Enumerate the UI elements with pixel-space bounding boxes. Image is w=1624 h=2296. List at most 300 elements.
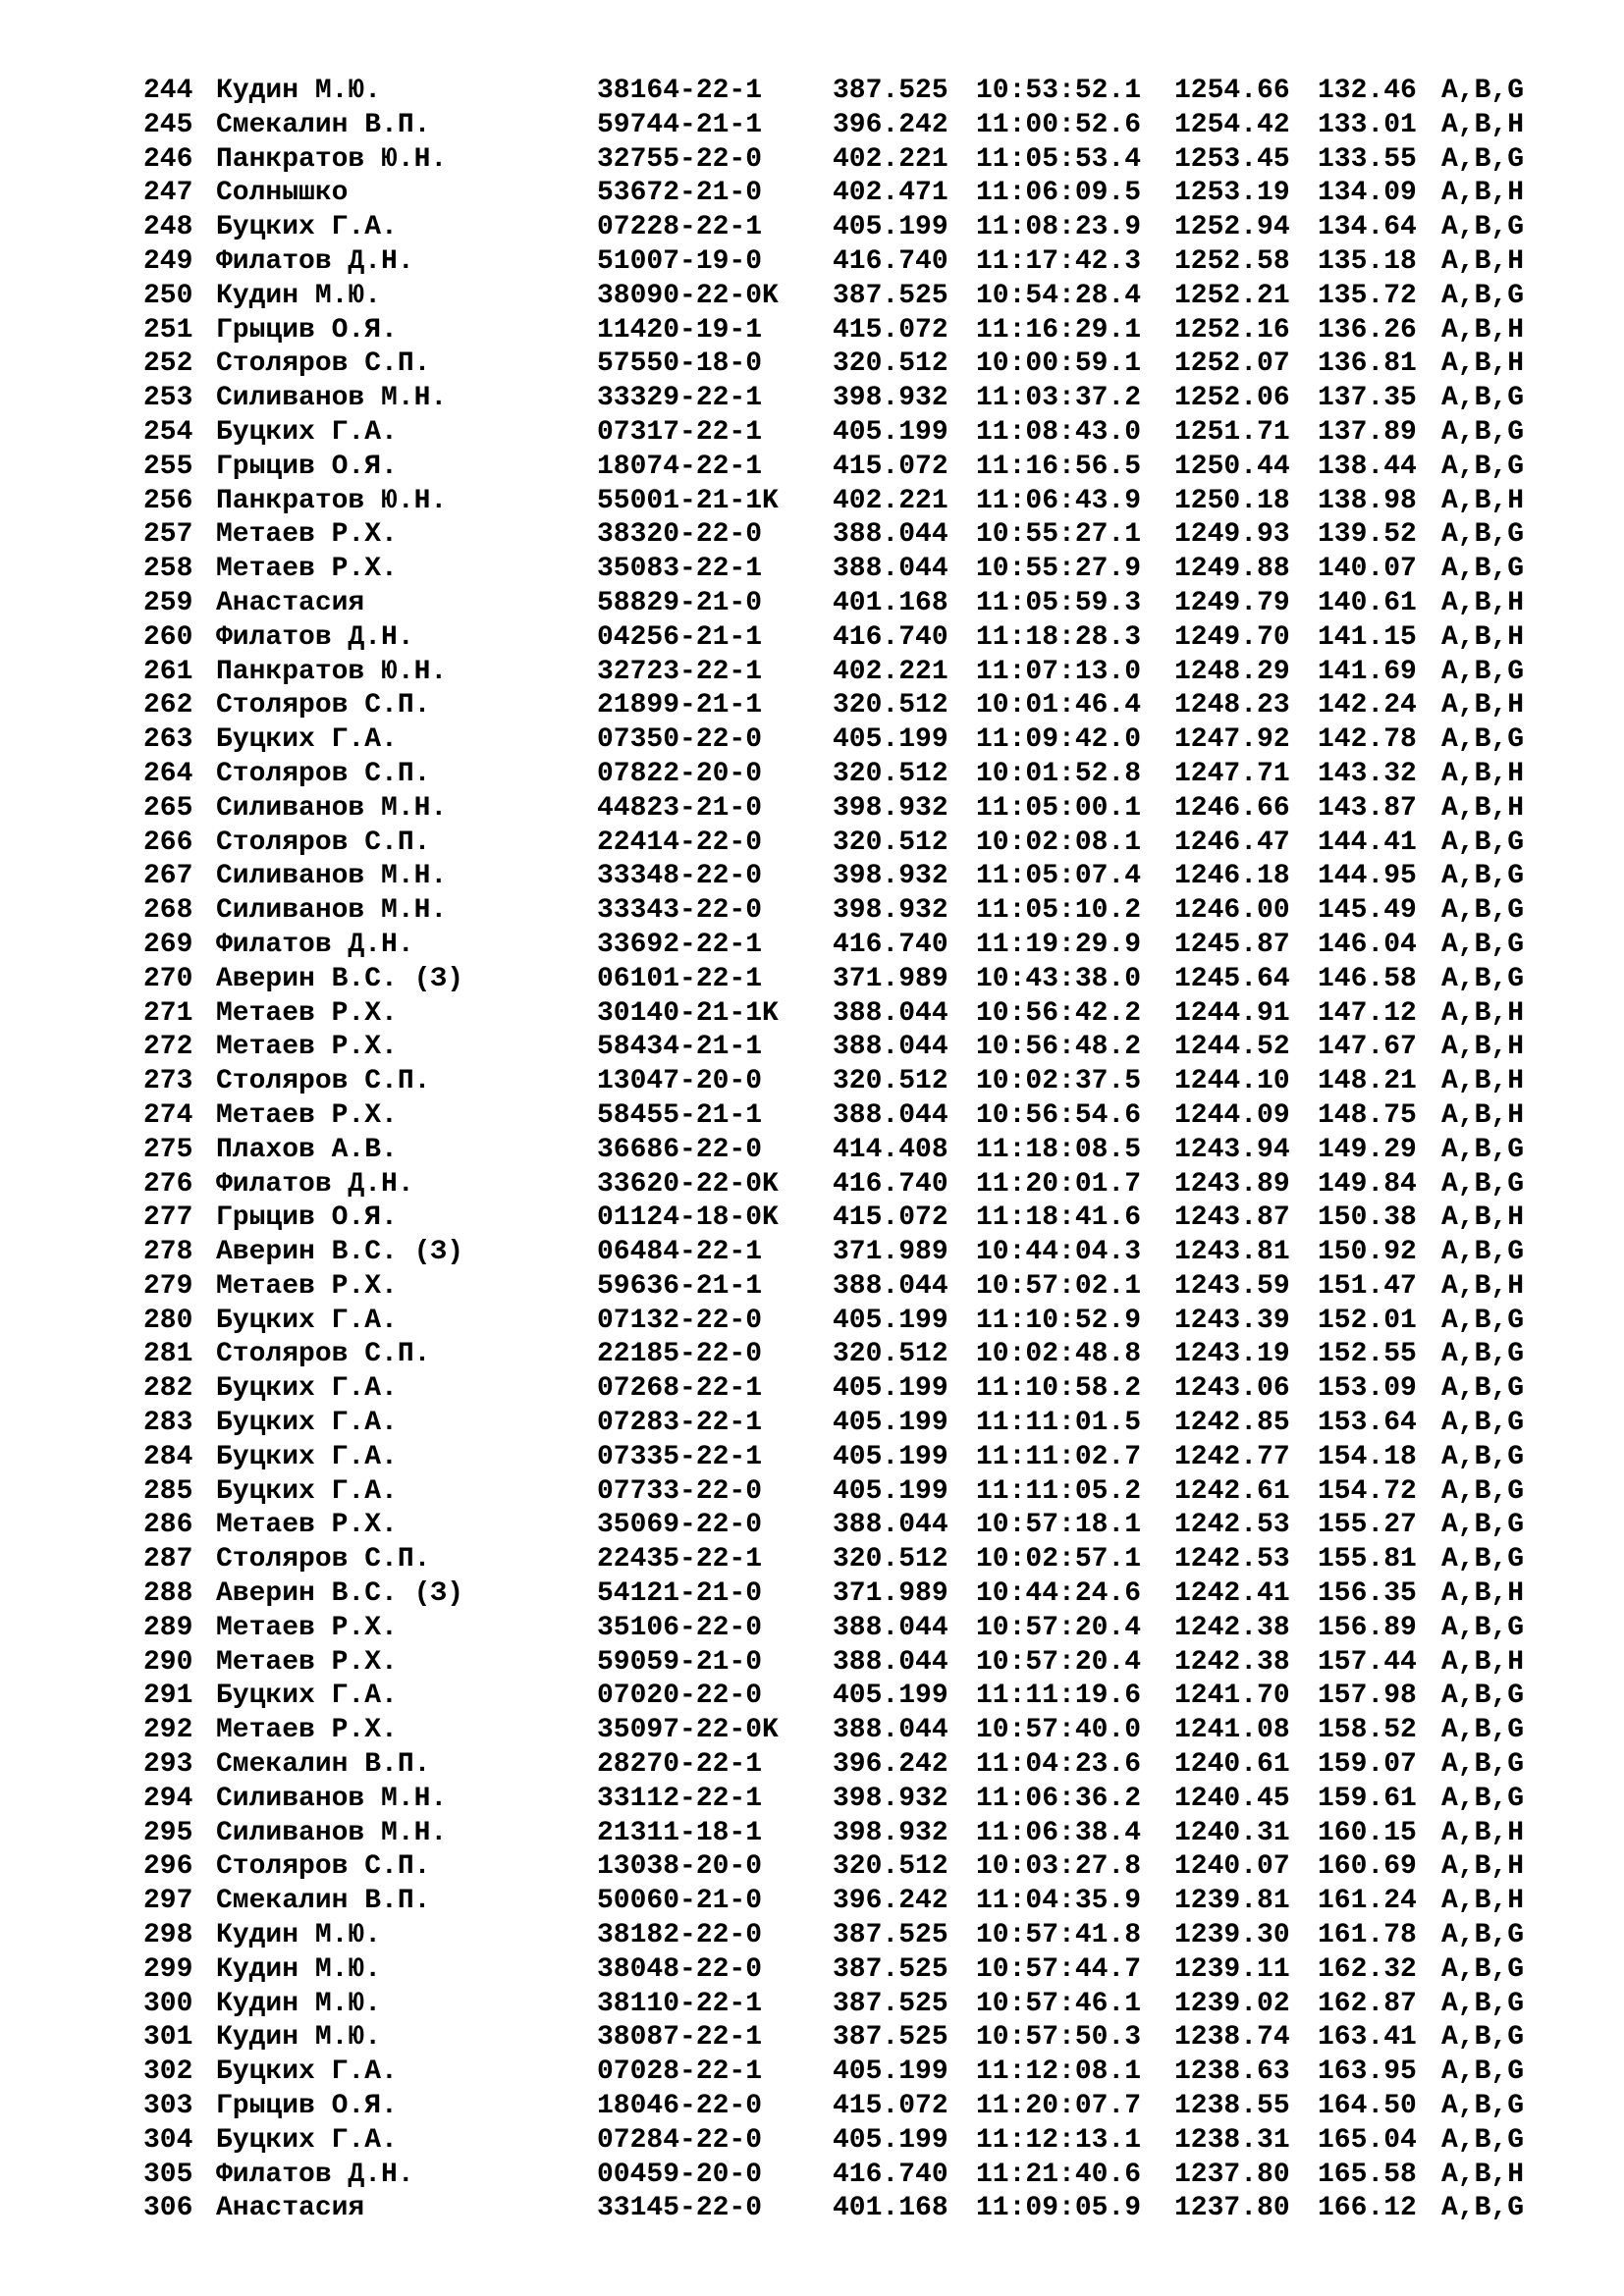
fancier-name: Метаев Р.Х.: [216, 1032, 398, 1063]
speed: 1246.00: [1174, 895, 1290, 927]
fancier-name: Панкратов Ю.Н.: [216, 485, 448, 516]
row-number: 276: [143, 1168, 193, 1200]
fancier-name: Столяров С.П.: [216, 1066, 431, 1097]
fancier-name: Аверин В.С. (З): [216, 1237, 464, 1268]
distance: 402.221: [833, 485, 948, 516]
row-number: 245: [143, 109, 193, 140]
ring-number: 28270-22-1: [597, 1749, 763, 1781]
arrival-time: 10:57:41.8: [976, 1920, 1142, 1951]
speed: 1238.55: [1174, 2091, 1290, 2122]
fancier-name: Силиванов М.Н.: [216, 861, 448, 892]
classes: A,B,G: [1441, 416, 1525, 448]
fancier-name: Плахов А.В.: [216, 1134, 398, 1165]
classes: A,B,G: [1441, 383, 1525, 414]
speed: 1237.80: [1174, 2193, 1290, 2224]
classes: A,B,H: [1441, 1886, 1525, 1917]
ring-number: 30140-21-1K: [597, 997, 779, 1029]
ring-number: 07020-22-0: [597, 1681, 763, 1712]
fancier-name: Силиванов М.Н.: [216, 792, 448, 824]
row-number: 264: [143, 758, 193, 789]
ring-number: 51007-19-0: [597, 245, 763, 277]
speed: 1252.16: [1174, 314, 1290, 346]
arrival-time: 10:57:46.1: [976, 1988, 1142, 2019]
row-number: 253: [143, 383, 193, 414]
speed: 1249.79: [1174, 587, 1290, 618]
arrival-time: 11:18:28.3: [976, 621, 1142, 653]
classes: A,B,H: [1441, 1066, 1525, 1097]
speed: 1249.70: [1174, 621, 1290, 653]
speed: 1244.09: [1174, 1099, 1290, 1131]
fancier-name: Столяров С.П.: [216, 1339, 431, 1370]
arrival-time: 10:00:59.1: [976, 348, 1142, 380]
speed: 1250.44: [1174, 451, 1290, 482]
distance: 388.044: [833, 519, 948, 551]
points: 144.41: [1318, 827, 1417, 858]
fancier-name: Анастасия: [216, 587, 365, 618]
speed: 1252.58: [1174, 245, 1290, 277]
fancier-name: Филатов Д.Н.: [216, 929, 414, 960]
arrival-time: 11:08:23.9: [976, 212, 1142, 243]
points: 137.89: [1318, 416, 1417, 448]
classes: A,B,H: [1441, 1202, 1525, 1234]
row-number: 273: [143, 1066, 193, 1097]
ring-number: 35106-22-0: [597, 1612, 763, 1643]
fancier-name: Силиванов М.Н.: [216, 1817, 448, 1848]
fancier-name: Смекалин В.П.: [216, 109, 431, 140]
speed: 1240.45: [1174, 1783, 1290, 1814]
row-number: 262: [143, 690, 193, 721]
arrival-time: 11:20:07.7: [976, 2091, 1142, 2122]
classes: A,B,H: [1441, 587, 1525, 618]
points: 162.87: [1318, 1988, 1417, 2019]
distance: 398.932: [833, 861, 948, 892]
distance: 320.512: [833, 827, 948, 858]
row-number: 285: [143, 1475, 193, 1507]
points: 163.41: [1318, 2022, 1417, 2054]
fancier-name: Солнышко: [216, 178, 349, 209]
arrival-time: 10:02:08.1: [976, 827, 1142, 858]
points: 155.81: [1318, 1544, 1417, 1575]
fancier-name: Анастасия: [216, 2193, 365, 2224]
ring-number: 22435-22-1: [597, 1544, 763, 1575]
ring-number: 35083-22-1: [597, 554, 763, 585]
fancier-name: Буцких Г.А.: [216, 1681, 398, 1712]
distance: 402.471: [833, 178, 948, 209]
points: 153.09: [1318, 1373, 1417, 1405]
arrival-time: 11:05:53.4: [976, 143, 1142, 175]
arrival-time: 11:08:43.0: [976, 416, 1142, 448]
arrival-time: 10:01:46.4: [976, 690, 1142, 721]
points: 143.32: [1318, 758, 1417, 789]
arrival-time: 11:06:43.9: [976, 485, 1142, 516]
ring-number: 38164-22-1: [597, 76, 763, 106]
speed: 1239.81: [1174, 1886, 1290, 1917]
points: 165.58: [1318, 2159, 1417, 2190]
speed: 1242.53: [1174, 1510, 1290, 1541]
points: 133.55: [1318, 143, 1417, 175]
row-number: 272: [143, 1032, 193, 1063]
fancier-name: Кудин М.Ю.: [216, 1953, 382, 1985]
distance: 416.740: [833, 245, 948, 277]
fancier-name: Буцких Г.А.: [216, 1475, 398, 1507]
row-number: 251: [143, 314, 193, 346]
distance: 388.044: [833, 1612, 948, 1643]
arrival-time: 11:20:01.7: [976, 1168, 1142, 1200]
ring-number: 07132-22-0: [597, 1305, 763, 1336]
fancier-name: Метаев Р.Х.: [216, 519, 398, 551]
fancier-name: Буцких Г.А.: [216, 416, 398, 448]
speed: 1251.71: [1174, 416, 1290, 448]
points: 133.01: [1318, 109, 1417, 140]
points: 156.35: [1318, 1578, 1417, 1610]
fancier-name: Метаев Р.Х.: [216, 1646, 398, 1678]
points: 165.04: [1318, 2124, 1417, 2156]
ring-number: 07228-22-1: [597, 212, 763, 243]
speed: 1254.66: [1174, 76, 1290, 106]
fancier-name: Панкратов Ю.Н.: [216, 656, 448, 687]
fancier-name: Грыцив О.Я.: [216, 2091, 398, 2122]
row-number: 297: [143, 1886, 193, 1917]
fancier-name: Метаев Р.Х.: [216, 1270, 398, 1302]
ring-number: 13047-20-0: [597, 1066, 763, 1097]
ring-number: 50060-21-0: [597, 1886, 763, 1917]
classes: A,B,G: [1441, 724, 1525, 756]
fancier-name: Метаев Р.Х.: [216, 1099, 398, 1131]
points: 140.07: [1318, 554, 1417, 585]
ring-number: 55001-21-1K: [597, 485, 779, 516]
distance: 371.989: [833, 963, 948, 994]
speed: 1242.77: [1174, 1441, 1290, 1472]
speed: 1244.52: [1174, 1032, 1290, 1063]
row-number: 295: [143, 1817, 193, 1848]
row-number: 268: [143, 895, 193, 927]
arrival-time: 11:04:35.9: [976, 1886, 1142, 1917]
points: 151.47: [1318, 1270, 1417, 1302]
points: 154.72: [1318, 1475, 1417, 1507]
points: 160.15: [1318, 1817, 1417, 1848]
ring-number: 07028-22-1: [597, 2056, 763, 2088]
speed: 1243.59: [1174, 1270, 1290, 1302]
ring-number: 33145-22-0: [597, 2193, 763, 2224]
points: 134.09: [1318, 178, 1417, 209]
distance: 398.932: [833, 383, 948, 414]
arrival-time: 10:55:27.9: [976, 554, 1142, 585]
arrival-time: 10:56:48.2: [976, 1032, 1142, 1063]
row-number: 306: [143, 2193, 193, 2224]
classes: A,B,H: [1441, 245, 1525, 277]
classes: A,B,H: [1441, 690, 1525, 721]
classes: A,B,G: [1441, 1510, 1525, 1541]
fancier-name: Грыцив О.Я.: [216, 451, 398, 482]
classes: A,B,G: [1441, 895, 1525, 927]
distance: 401.168: [833, 2193, 948, 2224]
speed: 1252.21: [1174, 280, 1290, 311]
row-number: 296: [143, 1851, 193, 1883]
ring-number: 18074-22-1: [597, 451, 763, 482]
ring-number: 54121-21-0: [597, 1578, 763, 1610]
row-number: 256: [143, 485, 193, 516]
row-number: 275: [143, 1134, 193, 1165]
arrival-time: 11:06:36.2: [976, 1783, 1142, 1814]
ring-number: 07733-22-0: [597, 1475, 763, 1507]
speed: 1238.31: [1174, 2124, 1290, 2156]
arrival-time: 11:10:58.2: [976, 1373, 1142, 1405]
classes: A,B,G: [1441, 1237, 1525, 1268]
speed: 1242.38: [1174, 1646, 1290, 1678]
row-number: 303: [143, 2091, 193, 2122]
points: 149.84: [1318, 1168, 1417, 1200]
ring-number: 06101-22-1: [597, 963, 763, 994]
row-number: 250: [143, 280, 193, 311]
speed: 1254.42: [1174, 109, 1290, 140]
ring-number: 13038-20-0: [597, 1851, 763, 1883]
row-number: 261: [143, 656, 193, 687]
speed: 1243.81: [1174, 1237, 1290, 1268]
points: 142.24: [1318, 690, 1417, 721]
fancier-name: Столяров С.П.: [216, 1851, 431, 1883]
speed: 1247.71: [1174, 758, 1290, 789]
ring-number: 35097-22-0K: [597, 1715, 779, 1746]
fancier-name: Метаев Р.Х.: [216, 1715, 398, 1746]
arrival-time: 10:44:04.3: [976, 1237, 1142, 1268]
classes: A,B,G: [1441, 1475, 1525, 1507]
distance: 405.199: [833, 1408, 948, 1439]
classes: A,B,H: [1441, 1646, 1525, 1678]
arrival-time: 10:57:02.1: [976, 1270, 1142, 1302]
distance: 405.199: [833, 1475, 948, 1507]
speed: 1238.63: [1174, 2056, 1290, 2088]
row-number: 288: [143, 1578, 193, 1610]
row-number: 294: [143, 1783, 193, 1814]
row-number: 282: [143, 1373, 193, 1405]
points: 166.12: [1318, 2193, 1417, 2224]
points: 138.44: [1318, 451, 1417, 482]
distance: 398.932: [833, 1783, 948, 1814]
speed: 1245.64: [1174, 963, 1290, 994]
points: 141.15: [1318, 621, 1417, 653]
points: 135.18: [1318, 245, 1417, 277]
speed: 1253.45: [1174, 143, 1290, 175]
distance: 405.199: [833, 416, 948, 448]
classes: A,B,G: [1441, 1681, 1525, 1712]
classes: A,B,G: [1441, 1134, 1525, 1165]
fancier-name: Столяров С.П.: [216, 758, 431, 789]
distance: 388.044: [833, 1510, 948, 1541]
distance: 387.525: [833, 76, 948, 106]
fancier-name: Грыцив О.Я.: [216, 1202, 398, 1234]
classes: A,B,G: [1441, 280, 1525, 311]
distance: 388.044: [833, 1715, 948, 1746]
row-number: 254: [143, 416, 193, 448]
classes: A,B,G: [1441, 2091, 1525, 2122]
distance: 405.199: [833, 212, 948, 243]
arrival-time: 10:01:52.8: [976, 758, 1142, 789]
distance: 320.512: [833, 1339, 948, 1370]
distance: 398.932: [833, 895, 948, 927]
row-number: 271: [143, 997, 193, 1029]
points: 149.29: [1318, 1134, 1417, 1165]
speed: 1250.18: [1174, 485, 1290, 516]
arrival-time: 11:11:19.6: [976, 1681, 1142, 1712]
speed: 1242.85: [1174, 1408, 1290, 1439]
arrival-time: 11:21:40.6: [976, 2159, 1142, 2190]
arrival-time: 10:57:20.4: [976, 1646, 1142, 1678]
distance: 415.072: [833, 314, 948, 346]
points: 155.27: [1318, 1510, 1417, 1541]
points: 150.92: [1318, 1237, 1417, 1268]
speed: 1242.61: [1174, 1475, 1290, 1507]
classes: A,B,H: [1441, 314, 1525, 346]
classes: A,B,H: [1441, 1578, 1525, 1610]
speed: 1243.94: [1174, 1134, 1290, 1165]
row-number: 304: [143, 2124, 193, 2156]
classes: A,B,G: [1441, 861, 1525, 892]
classes: A,B,G: [1441, 2193, 1525, 2224]
distance: 388.044: [833, 1270, 948, 1302]
row-number: 259: [143, 587, 193, 618]
speed: 1237.80: [1174, 2159, 1290, 2190]
arrival-time: 10:02:37.5: [976, 1066, 1142, 1097]
points: 145.49: [1318, 895, 1417, 927]
ring-number: 21899-21-1: [597, 690, 763, 721]
distance: 405.199: [833, 1681, 948, 1712]
distance: 405.199: [833, 724, 948, 756]
points: 161.78: [1318, 1920, 1417, 1951]
distance: 414.408: [833, 1134, 948, 1165]
ring-number: 35069-22-0: [597, 1510, 763, 1541]
row-number: 258: [143, 554, 193, 585]
arrival-time: 10:55:27.1: [976, 519, 1142, 551]
arrival-time: 10:53:52.1: [976, 76, 1142, 106]
points: 144.95: [1318, 861, 1417, 892]
speed: 1243.89: [1174, 1168, 1290, 1200]
speed: 1243.39: [1174, 1305, 1290, 1336]
classes: A,B,G: [1441, 656, 1525, 687]
classes: A,B,H: [1441, 2159, 1525, 2190]
fancier-name: Буцких Г.А.: [216, 724, 398, 756]
ring-number: 00459-20-0: [597, 2159, 763, 2190]
distance: 398.932: [833, 1817, 948, 1848]
row-number: 291: [143, 1681, 193, 1712]
distance: 388.044: [833, 1646, 948, 1678]
row-number: 290: [143, 1646, 193, 1678]
speed: 1246.18: [1174, 861, 1290, 892]
arrival-time: 10:57:18.1: [976, 1510, 1142, 1541]
fancier-name: Столяров С.П.: [216, 690, 431, 721]
ring-number: 58455-21-1: [597, 1099, 763, 1131]
points: 137.35: [1318, 383, 1417, 414]
points: 138.98: [1318, 485, 1417, 516]
arrival-time: 11:09:05.9: [976, 2193, 1142, 2224]
classes: A,B,G: [1441, 1920, 1525, 1951]
arrival-time: 11:06:09.5: [976, 178, 1142, 209]
row-number: 277: [143, 1202, 193, 1234]
classes: A,B,G: [1441, 1441, 1525, 1472]
points: 148.21: [1318, 1066, 1417, 1097]
ring-number: 33692-22-1: [597, 929, 763, 960]
row-number: 292: [143, 1715, 193, 1746]
ring-number: 58829-21-0: [597, 587, 763, 618]
row-number: 255: [143, 451, 193, 482]
speed: 1253.19: [1174, 178, 1290, 209]
distance: 387.525: [833, 1988, 948, 2019]
row-number: 249: [143, 245, 193, 277]
speed: 1240.61: [1174, 1749, 1290, 1781]
arrival-time: 11:06:38.4: [976, 1817, 1142, 1848]
fancier-name: Филатов Д.Н.: [216, 245, 414, 277]
fancier-name: Буцких Г.А.: [216, 2124, 398, 2156]
speed: 1243.19: [1174, 1339, 1290, 1370]
row-number: 257: [143, 519, 193, 551]
arrival-time: 10:56:42.2: [976, 997, 1142, 1029]
row-number: 284: [143, 1441, 193, 1472]
distance: 320.512: [833, 1544, 948, 1575]
fancier-name: Аверин В.С. (З): [216, 963, 464, 994]
ring-number: 07283-22-1: [597, 1408, 763, 1439]
classes: A,B,H: [1441, 178, 1525, 209]
speed: 1239.30: [1174, 1920, 1290, 1951]
arrival-time: 11:03:37.2: [976, 383, 1142, 414]
ring-number: 38182-22-0: [597, 1920, 763, 1951]
points: 147.67: [1318, 1032, 1417, 1063]
ring-number: 07350-22-0: [597, 724, 763, 756]
ring-number: 18046-22-0: [597, 2091, 763, 2122]
distance: 398.932: [833, 792, 948, 824]
row-number: 305: [143, 2159, 193, 2190]
arrival-time: 10:57:50.3: [976, 2022, 1142, 2054]
ring-number: 07822-20-0: [597, 758, 763, 789]
classes: A,B,G: [1441, 212, 1525, 243]
distance: 388.044: [833, 554, 948, 585]
arrival-time: 11:07:13.0: [976, 656, 1142, 687]
ring-number: 07335-22-1: [597, 1441, 763, 1472]
ring-number: 38110-22-1: [597, 1988, 763, 2019]
row-number: 287: [143, 1544, 193, 1575]
ring-number: 22185-22-0: [597, 1339, 763, 1370]
ring-number: 38087-22-1: [597, 2022, 763, 2054]
speed: 1245.87: [1174, 929, 1290, 960]
points: 136.81: [1318, 348, 1417, 380]
fancier-name: Метаев Р.Х.: [216, 554, 398, 585]
ring-number: 33348-22-0: [597, 861, 763, 892]
row-number: 270: [143, 963, 193, 994]
classes: A,B,H: [1441, 758, 1525, 789]
distance: 415.072: [833, 2091, 948, 2122]
ring-number: 33329-22-1: [597, 383, 763, 414]
ring-number: 33112-22-1: [597, 1783, 763, 1814]
fancier-name: Метаев Р.Х.: [216, 1510, 398, 1541]
ring-number: 32723-22-1: [597, 656, 763, 687]
row-number: 280: [143, 1305, 193, 1336]
ring-number: 38320-22-0: [597, 519, 763, 551]
row-number: 260: [143, 621, 193, 653]
fancier-name: Кудин М.Ю.: [216, 280, 382, 311]
points: 159.07: [1318, 1749, 1417, 1781]
points: 152.55: [1318, 1339, 1417, 1370]
ring-number: 06484-22-1: [597, 1237, 763, 1268]
classes: A,B,G: [1441, 2056, 1525, 2088]
arrival-time: 11:10:52.9: [976, 1305, 1142, 1336]
classes: A,B,G: [1441, 76, 1525, 106]
distance: 402.221: [833, 656, 948, 687]
distance: 396.242: [833, 1749, 948, 1781]
arrival-time: 11:05:07.4: [976, 861, 1142, 892]
distance: 405.199: [833, 2124, 948, 2156]
fancier-name: Метаев Р.Х.: [216, 1612, 398, 1643]
points: 160.69: [1318, 1851, 1417, 1883]
row-number: 301: [143, 2022, 193, 2054]
fancier-name: Кудин М.Ю.: [216, 2022, 382, 2054]
